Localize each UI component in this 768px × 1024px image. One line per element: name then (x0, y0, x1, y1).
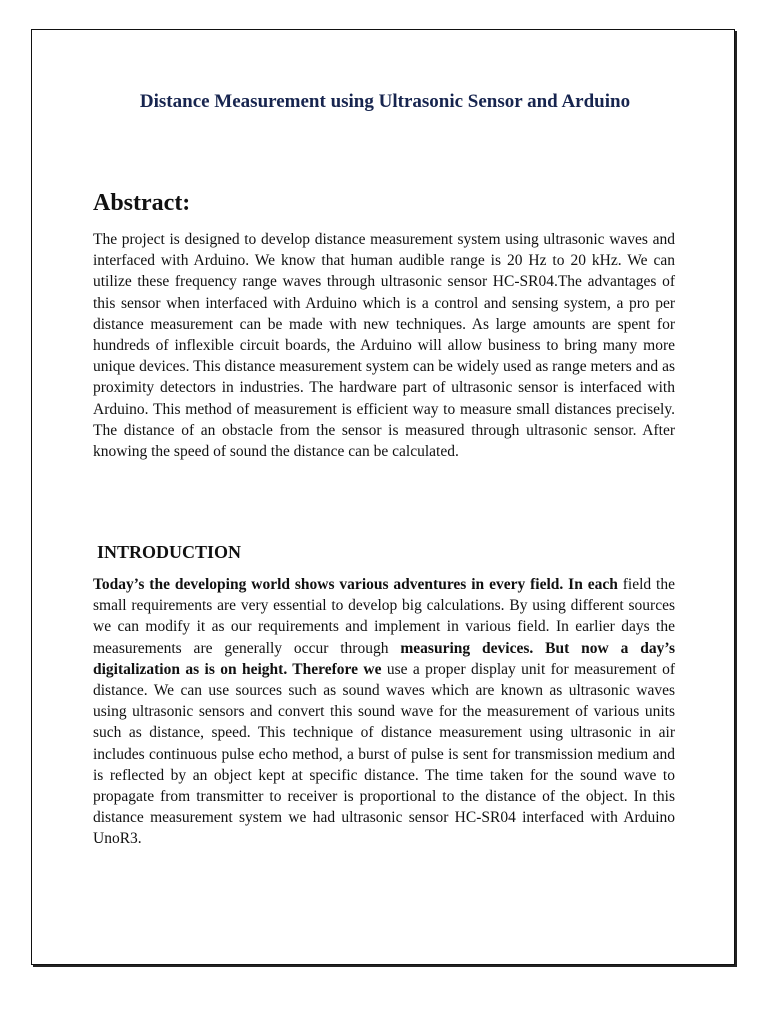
abstract-paragraph: The project is designed to develop distance measurement system using ultrasonic waves and interfaced with Arduino. We know that human audible range is 20 Hz to 20 kHz. We can utilize these frequency range waves through ultrasonic sensor HC-SR04.The advantages of this sensor when interfaced with Arduino which is a control and sensing system, a pro per distance measurement can be made with new techniques. As large amounts are spent for hundreds of inflexible circuit boards, the Arduino will allow business to bring many more unique devices. This distance measurement system can be widely used as range meters and as proximity detectors in industries. The hardware part of ultrasonic sensor is interfaced with Arduino. This method of measurement is efficient way to measure small distances precisely. The distance of an obstacle from the sensor is measured through ultrasonic sensor. After knowing the speed of sound the distance can be calculated. (93, 231, 675, 461)
introduction-heading: INTRODUCTION (97, 542, 242, 562)
introduction-bold-run: Today’s the developing world shows various adventures in every field. In each (93, 576, 618, 593)
introduction-paragraph (93, 574, 675, 850)
introduction-text-run: field the small requirements are very essential to develop big calculations. By using different sources we can modify it as our requirements and implement in various field. In earlier days the measurements are generally occur through (93, 576, 675, 657)
introduction-bold-run: measuring devices. But now a day’s digitalization as is on height. Therefore we (93, 639, 675, 678)
abstract-heading: Abstract: (93, 190, 191, 216)
introduction-text-run: use a proper display unit for measurement of distance. We can use sources such as sound waves which are known as ultrasonic waves using ultrasonic sensors and convert this sound wave for the measurement of various units such as distance, speed. This technique of distance measurement using ultrasonic in air includes continuous pulse echo method, a burst of pulse is sent for transmission medium and is reflected by an object kept at specific distance. The time taken for the sound wave to propagate from transmitter to receiver is proportional to the distance of the object. In this distance measurement system we had ultrasonic sensor HC-SR04 interfaced with Arduino UnoR3. (93, 660, 676, 848)
document-title: Distance Measurement using Ultrasonic Sensor and Arduino (139, 91, 631, 112)
